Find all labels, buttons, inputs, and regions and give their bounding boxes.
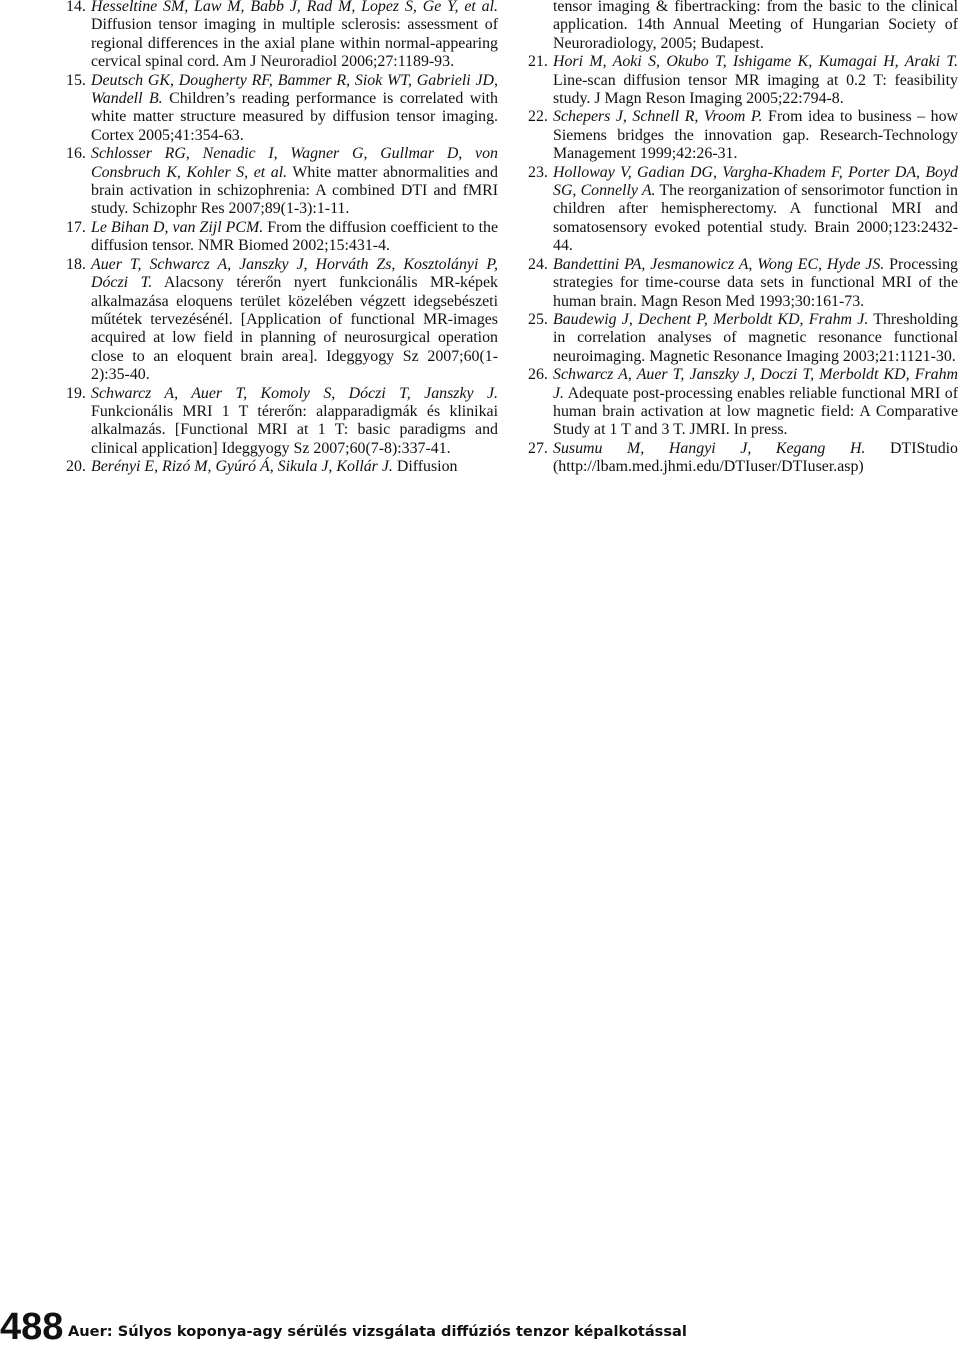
reference-27 bbox=[528, 440, 958, 477]
reference-number: 25. bbox=[528, 310, 548, 328]
reference-body: Thresholding in correlation analyses of magnetic resonance functional neuroimaging. Magnetic Resonance Imaging 2003;21:1121-30. bbox=[553, 310, 958, 365]
reference-15 bbox=[66, 72, 498, 146]
reference-body: From idea to business – how Siemens bridges the innovation gap. Research-Technology Management 1999;42:26-31. bbox=[553, 108, 959, 163]
reference-number: 21. bbox=[528, 53, 548, 71]
reference-25 bbox=[528, 311, 958, 366]
reference-18 bbox=[66, 256, 498, 385]
page-number: 488 bbox=[0, 1306, 64, 1348]
reference-body: Line-scan diffusion tensor MR imaging at 0.2 T: feasibility study. J Magn Reson Imaging 2005;22:794-8. bbox=[553, 71, 958, 108]
reference-authors: Schwarcz A, Auer T, Janszky J, Doczi T, Merboldt KD, Frahm J. bbox=[553, 366, 958, 402]
running-title: Auer: Súlyos koponya-agy sérülés vizsgálata diffúziós tenzor képalkotással bbox=[68, 1323, 687, 1340]
reference-body: Alacsony térerőn nyert funkcionális MR-képek alkalmazása eloquens terület közelében végzett idegsebészeti műtétek tervezésénél. [Application of functional MR-images acquired at low field in planning of neurosurgical operation close to an eloquent brain area]. Ideggyogy Sz 2007;60(1-2):35-40. bbox=[91, 274, 498, 384]
reference-body: White matter abnormalities and brain activation in schizophrenia: A combined DTI and fMRI study. Schizophr Res 2007;89(1-3):1-11. bbox=[91, 163, 499, 218]
reference-number: 16. bbox=[66, 145, 86, 163]
reference-22 bbox=[528, 108, 958, 163]
reference-24 bbox=[528, 256, 958, 311]
reference-number: 18. bbox=[66, 255, 86, 273]
reference-16 bbox=[66, 145, 498, 219]
reference-17 bbox=[66, 219, 498, 256]
reference-authors: Holloway V, Gadian DG, Vargha-Khadem F, Porter DA, Boyd SG, Connelly A. bbox=[553, 163, 958, 200]
page-footer bbox=[0, 1305, 960, 1349]
reference-number: 24. bbox=[528, 255, 548, 273]
reference-20-continuation: tensor imaging & fibertracking: from the basic to the clinical application. 14th Annual Meeting of Hungarian Society of Neuroradiology, 2005; Budapest. bbox=[553, 0, 958, 52]
reference-26 bbox=[528, 366, 958, 440]
reference-authors: Hori M, Aoki S, Okubo T, Ishigame K, Kumagai H, Araki T. bbox=[553, 53, 958, 71]
right-column bbox=[528, 0, 958, 477]
reference-body: From the diffusion coefficient to the diffusion tensor. NMR Biomed 2002;15:431-4. bbox=[91, 218, 498, 255]
reference-body: Children’s reading performance is correlated with white matter structure measured by diffusion tensor imaging. Cortex 2005;41:354-63. bbox=[91, 90, 498, 144]
reference-authors: Berényi E, Rizó M, Gyúró Á, Sikula J, Kollár J. bbox=[91, 458, 393, 476]
reference-23 bbox=[528, 164, 958, 256]
reference-number: 17. bbox=[66, 218, 86, 236]
reference-authors: Bandettini PA, Jesmanowicz A, Wong EC, Hyde JS. bbox=[553, 255, 885, 273]
reference-body: Funkcionális MRI 1 T térerőn: alapparadigmák és klinikai alkalmazás. [Functional MRI at 1 T: basic paradigms and clinical application] Ideggyogy Sz 2007;60(7-8):337-41. bbox=[91, 402, 498, 457]
reference-authors: Le Bihan D, van Zijl PCM. bbox=[91, 218, 264, 236]
reference-number: 22. bbox=[528, 108, 548, 126]
reference-authors: Schlosser RG, Nenadic I, Wagner G, Gullmar D, von Consbruch K, Kohler S, et al. bbox=[91, 145, 498, 181]
reference-number: 23. bbox=[528, 163, 548, 181]
reference-body: The reorganization of sensorimotor function in children after hemispherectomy. A functional MRI and somatosensory evoked potential study. Brain 2000;123:2432-44. bbox=[553, 182, 958, 255]
reference-number: 27. bbox=[528, 439, 548, 457]
reference-body: Processing strategies for time-course data sets in functional MRI of the human brain. Magn Reson Med 1993;30:161-73. bbox=[553, 255, 959, 310]
reference-number: 26. bbox=[528, 366, 548, 384]
reference-14 bbox=[66, 0, 498, 72]
reference-body: Diffusion bbox=[392, 458, 458, 476]
reference-number: 19. bbox=[66, 384, 86, 402]
reference-number: 20. bbox=[66, 458, 86, 476]
reference-authors: Baudewig J, Dechent P, Merboldt KD, Frahm J. bbox=[553, 310, 869, 328]
reference-authors: Deutsch GK, Dougherty RF, Bammer R, Siok WT, Gabrieli JD, Wandell B. bbox=[91, 71, 498, 108]
reference-20 bbox=[66, 458, 498, 476]
reference-authors: Schepers J, Schnell R, Vroom P. bbox=[553, 108, 763, 126]
reference-authors: Schwarcz A, Auer T, Komoly S, Dóczi T, Janszky J. bbox=[91, 384, 498, 402]
reference-19 bbox=[66, 385, 498, 459]
reference-authors: Auer T, Schwarcz A, Janszky J, Horváth Zs, Kosztolányi P, Dóczi T. bbox=[91, 255, 498, 292]
reference-21 bbox=[528, 53, 958, 108]
reference-authors: Susumu M, Hangyi J, Kegang H. bbox=[553, 439, 866, 457]
reference-body: Diffusion tensor imaging in multiple sclerosis: assessment of regional differences in the axial plane within normal-appearing cervical spinal cord. Am J Neuroradiol 2006;27:1189-93. bbox=[91, 16, 498, 71]
reference-body: DTIStudio (http://lbam.med.jhmi.edu/DTIuser/DTIuser.asp) bbox=[553, 439, 958, 476]
reference-authors: Hesseltine SM, Law M, Babb J, Rad M, Lopez S, Ge Y, et al. bbox=[91, 0, 498, 15]
reference-body: Adequate post-processing enables reliable functional MRI of human brain activation at low magnetic field: A Comparative Study at 1 T and 3 T. JMRI. In press. bbox=[553, 384, 958, 439]
left-column bbox=[66, 0, 498, 477]
reference-number: 15. bbox=[66, 71, 86, 89]
reference-number: 14. bbox=[66, 0, 86, 15]
